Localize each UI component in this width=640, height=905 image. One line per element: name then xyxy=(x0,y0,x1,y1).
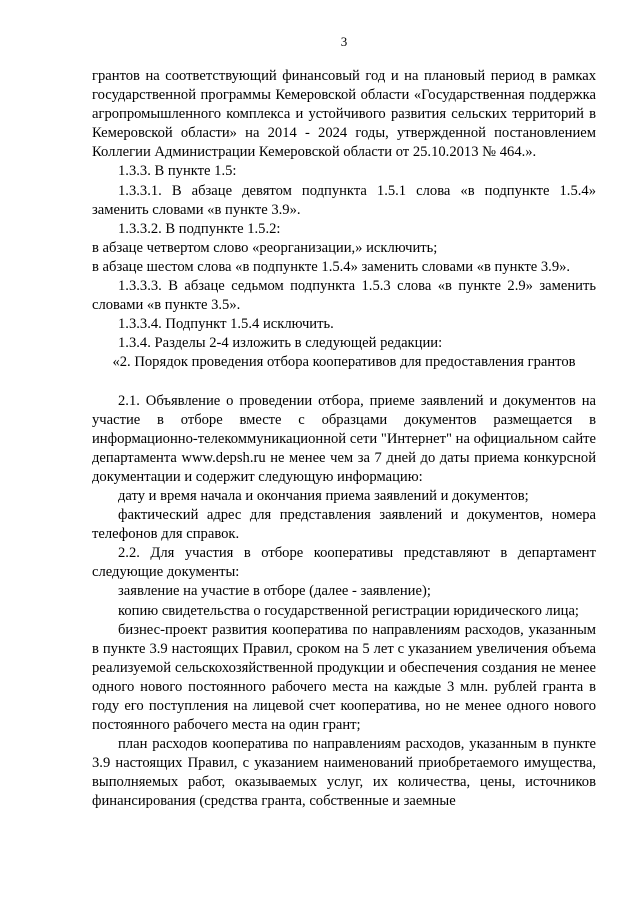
page-number: 3 xyxy=(340,34,348,49)
paragraph-1-3-4: 1.3.4. Разделы 2-4 изложить в следующей редакции: xyxy=(118,335,443,352)
list-item-address: фактический адрес для представления заявлений и документов, номера телефонов для справок. xyxy=(92,507,596,543)
paragraph-2-2: 2.2. Для участия в отборе кооперативы представляют в департамент следующие документы: xyxy=(92,545,596,581)
paragraph-1-3-3: 1.3.3. В пункте 1.5: xyxy=(118,163,237,180)
paragraph-1-3-3-1: 1.3.3.1. В абзаце девятом подпункта 1.5.1 слова «в подпункте 1.5.4» заменить словами «в пункте 3.9». xyxy=(92,182,596,218)
list-item-expense-plan: план расходов кооператива по направлениям расходов, указанным в пункте 3.9 настоящих Правил, с указанием наименований приобретаемого имущества, выполняемых работ, оказываемых услуг, их количества, цены, источников финансирования (средства гранта, собственные и заемные xyxy=(92,736,596,810)
list-item-registration-copy: копию свидетельства о государственной регистрации юридического лица; xyxy=(118,602,579,619)
paragraph-continuation: грантов на соответствующий финансовый год и на плановый период в рамках государственной программы Кемеровской области «Государственная поддержка агропромышленного комплекса и устойчивого развития сельских территорий в Кемеровской области» на 2014 - 2024 годы, утвержденной постановлением Коллегии Администрации Кемеровской области от 25.10.2013 № 464.». xyxy=(92,68,596,161)
blank-line xyxy=(92,373,596,392)
paragraph-abzac-sixth: в абзаце шестом слова «в подпункте 1.5.4» заменить словами «в пункте 3.9». xyxy=(92,258,571,275)
list-item-application: заявление на участие в отборе (далее - заявление); xyxy=(118,583,431,600)
list-item-business-project: бизнес-проект развития кооператива по направлениям расходов, указанным в пункте 3.9 настоящих Правил, сроком на 5 лет с указанием увеличения объема реализуемой сельскохозяйственной продукции и обеспечения создания не менее одного нового постоянного рабочего места на каждые 3 млн. рублей гранта в году его поступления на лицевой счет кооператива, но не менее одного нового постоянного рабочего места на один грант; xyxy=(92,621,596,734)
paragraph-1-3-3-2: 1.3.3.2. В подпункте 1.5.2: xyxy=(118,220,281,237)
paragraph-1-3-3-4: 1.3.3.4. Подпункт 1.5.4 исключить. xyxy=(118,316,334,333)
list-item-dates: дату и время начала и окончания приема заявлений и документов; xyxy=(118,487,529,504)
paragraph-1-3-3-3: 1.3.3.3. В абзаце седьмом подпункта 1.5.3 слова «в пункте 2.9» заменить словами «в пункте 3.5». xyxy=(92,278,596,314)
section-2-title: «2. Порядок проведения отбора кооперативов для предоставления грантов xyxy=(112,354,576,371)
paragraph-abzac-fourth: в абзаце четвертом слово «реорганизации,» исключить; xyxy=(92,239,438,256)
paragraph-2-1: 2.1. Объявление о проведении отбора, приеме заявлений и документов на участие в отборе вместе с образцами документов размещается в информационно-телекоммуникационной сети "Интернет" на официальном сайте департамента www.depsh.ru не менее чем за 7 дней до даты приема конкурсной документации и содержит следующую информацию: xyxy=(92,392,596,485)
